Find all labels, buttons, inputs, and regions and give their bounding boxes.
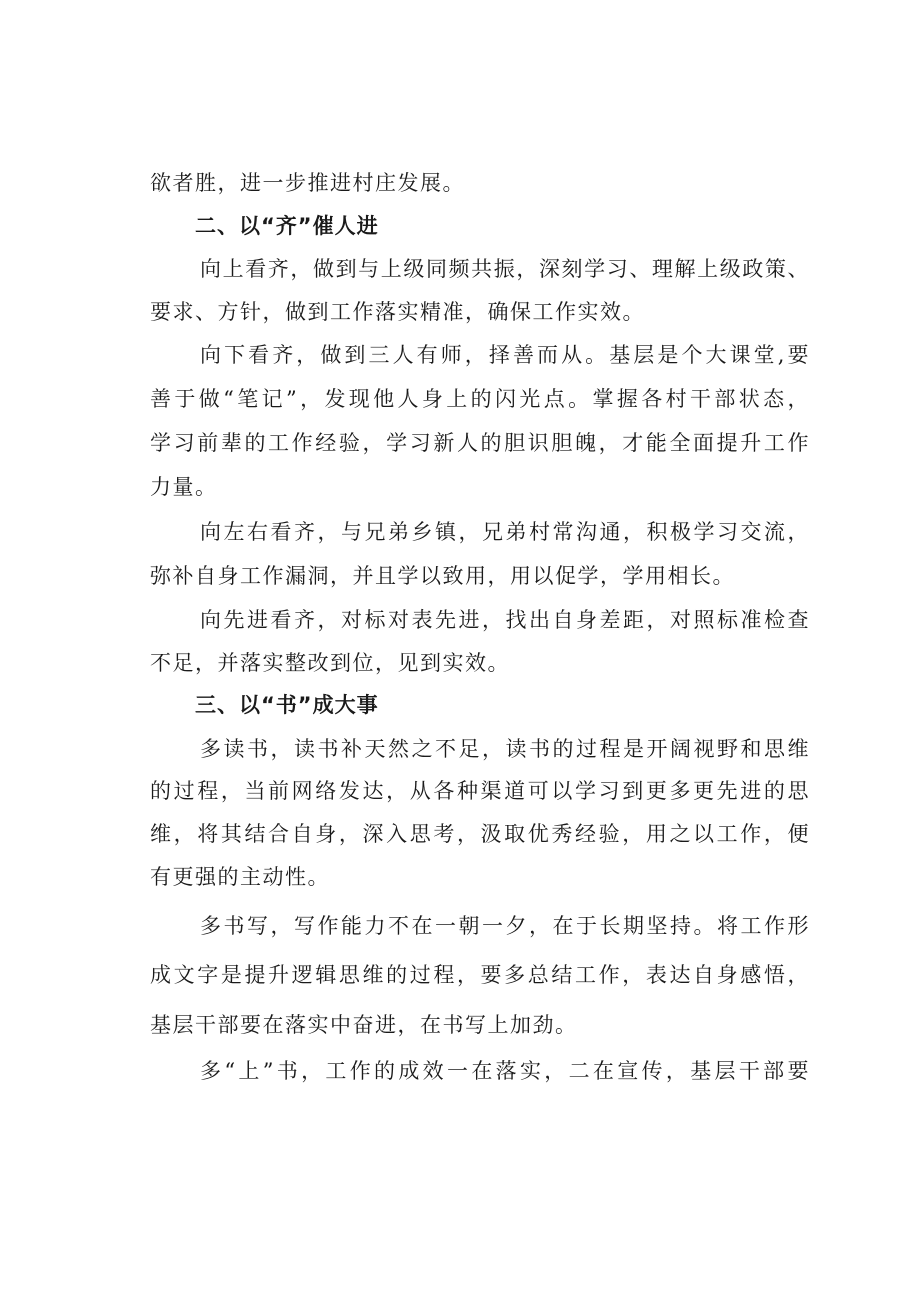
section-heading-2: 二、以“齐”催人进 [195,214,379,238]
paragraph-line: 有更强的主动性。 [150,865,330,889]
paragraph-line: 向先进看齐，对标对表先进，找出自身差距，对照标准检查 [200,608,810,632]
paragraph-line: 向下看齐，做到三人有师，择善而从。基层是个大课堂,要 [200,343,810,367]
paragraph-line: 向上看齐，做到与上级同频共振，深刻学习、理解上级政策、 [200,257,810,281]
paragraph-line: 弥补自身工作漏洞，并且学以致用，用以促学，学用相长。 [150,564,735,588]
paragraph-line: 要求、方针，做到工作落实精准，确保工作实效。 [150,300,645,324]
paragraph-continuation-line: 欲者胜，进一步推进村庄发展。 [150,171,465,195]
section-heading-3: 三、以“书”成大事 [195,693,379,717]
paragraph-line: 不足，并落实整改到位，见到实效。 [150,651,510,675]
paragraph-line: 善于做“笔记”，发现他人身上的闪光点。掌握各村干部状态， [150,387,810,411]
paragraph-line: 向左右看齐，与兄弟乡镇，兄弟村常沟通，积极学习交流， [200,520,810,544]
paragraph-line: 维，将其结合自身，深入思考，汲取优秀经验，用之以工作，便 [150,822,810,846]
paragraph-line: 学习前辈的工作经验，学习新人的胆识胆魄，才能全面提升工作 [150,431,810,455]
paragraph-line: 成文字是提升逻辑思维的过程，要多总结工作，表达自身感悟， [150,963,810,987]
paragraph-line: 基层干部要在落实中奋进，在书写上加劲。 [150,1013,578,1037]
paragraph-line: 的过程，当前网络发达，从各种渠道可以学习到更多更先进的思 [150,779,810,803]
paragraph-line: 多书写，写作能力不在一朝一夕，在于长期坚持。将工作形 [200,914,810,938]
paragraph-line: 多“上”书，工作的成效一在落实，二在宣传，基层干部要 [200,1059,810,1083]
paragraph-line: 多读书，读书补天然之不足，读书的过程是开阔视野和思维 [200,737,810,761]
paragraph-line: 力量。 [150,475,218,499]
